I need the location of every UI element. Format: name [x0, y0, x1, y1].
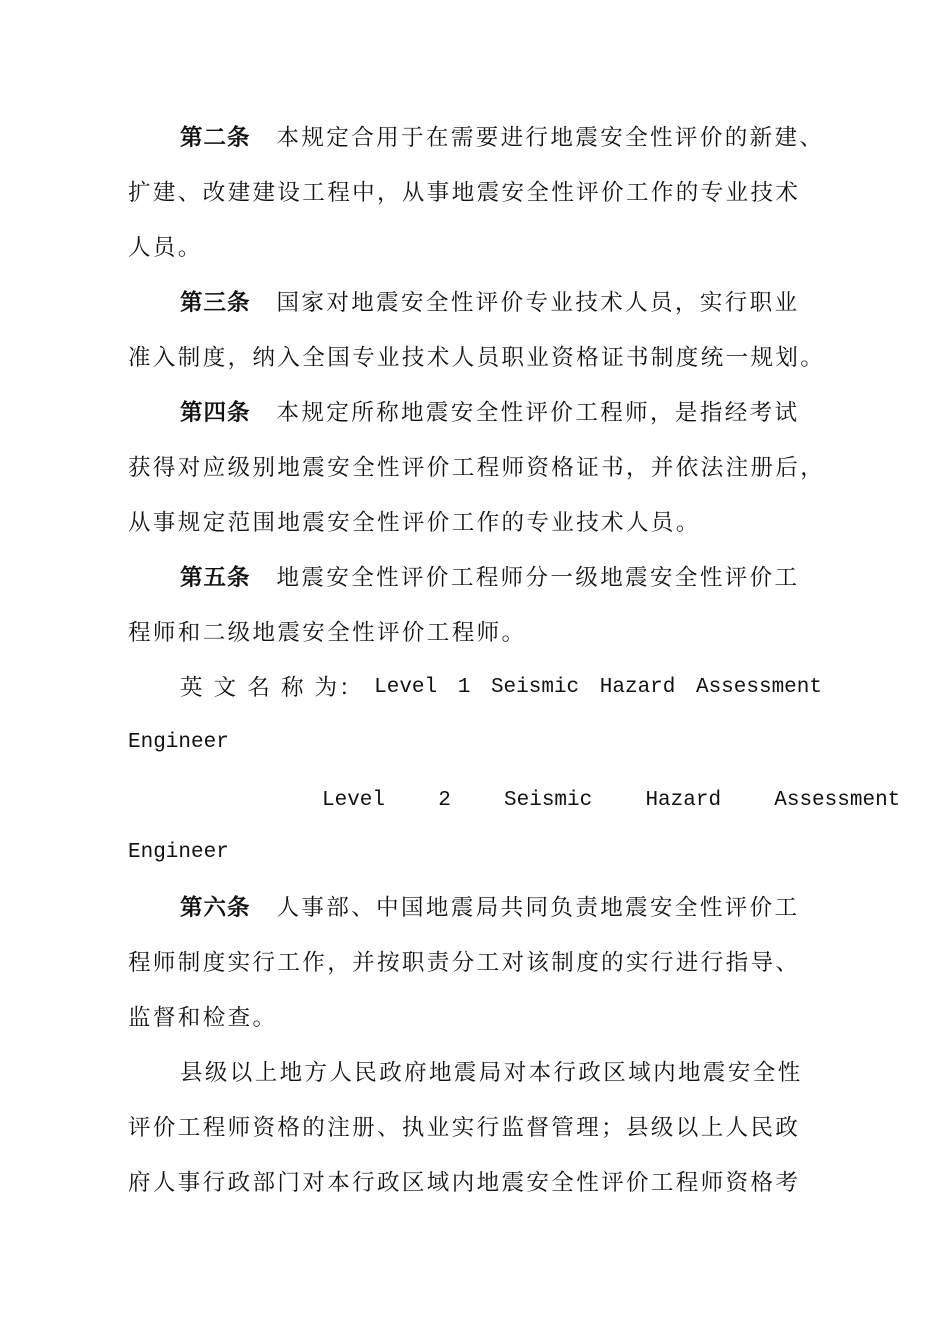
article-6-text: 人事部、中国地震局共同负责地震安全性评价工: [276, 895, 800, 921]
english-name-level-2: Level 2 Seismic Hazard Assessment: [322, 789, 901, 812]
article-5-label: 第五条: [180, 565, 251, 591]
article-5-text: 地震安全性评价工程师分一级地震安全性评价工: [276, 565, 800, 591]
article-4-label: 第四条: [180, 400, 251, 426]
article-6-line-3: 监督和检查。: [128, 1005, 278, 1031]
article-4-line-2: 获得对应级别地震安全性评价工程师资格证书，并依法注册后，: [128, 455, 826, 481]
article-6-line-2: 程师制度实行工作，并按职责分工对该制度的实行进行指导、: [128, 950, 801, 976]
article-6-label: 第六条: [180, 895, 251, 921]
english-name-level-1-cont: Engineer: [128, 731, 229, 754]
article-5-line-2: 程师和二级地震安全性评价工程师。: [128, 620, 527, 646]
english-name-level-1: Level 1 Seismic Hazard Assessment: [374, 676, 822, 699]
english-name-line-2: [322, 778, 901, 818]
article-3-label: 第三条: [180, 290, 251, 316]
english-name-prefix: 英 文 名 称 为：: [180, 675, 364, 701]
article-2-line-3: 人员。: [128, 235, 203, 261]
article-3-text: 国家对地震安全性评价专业技术人员，实行职业: [276, 290, 800, 316]
article-4-text: 本规定所称地震安全性评价工程师，是指经考试: [276, 400, 800, 426]
english-name-line-1: [180, 668, 822, 708]
paragraph-7-line-1: 县级以上地方人民政府地震局对本行政区域内地震安全性: [180, 1060, 803, 1086]
article-5-line-1: [180, 558, 822, 598]
paragraph-7-line-3: 府人事行政部门对本行政区域内地震安全性评价工程师资格考: [128, 1170, 801, 1196]
english-name-level-2-cont: Engineer: [128, 841, 229, 864]
article-2-text: 本规定合用于在需要进行地震安全性评价的新建、: [276, 125, 825, 151]
article-6-line-1: [180, 888, 822, 928]
article-3-line-2: 准入制度，纳入全国专业技术人员职业资格证书制度统一规划。: [128, 345, 826, 371]
article-2-line-2: 扩建、改建建设工程中，从事地震安全性评价工作的专业技术: [128, 180, 801, 206]
article-4-line-3: 从事规定范围地震安全性评价工作的专业技术人员。: [128, 510, 701, 536]
article-4-line-1: [180, 393, 822, 433]
article-3-line-1: [180, 283, 822, 323]
article-2-label: 第二条: [180, 125, 251, 151]
article-2-line-1: [180, 118, 825, 158]
paragraph-7-line-2: 评价工程师资格的注册、执业实行监督管理；县级以上人民政: [128, 1115, 801, 1141]
